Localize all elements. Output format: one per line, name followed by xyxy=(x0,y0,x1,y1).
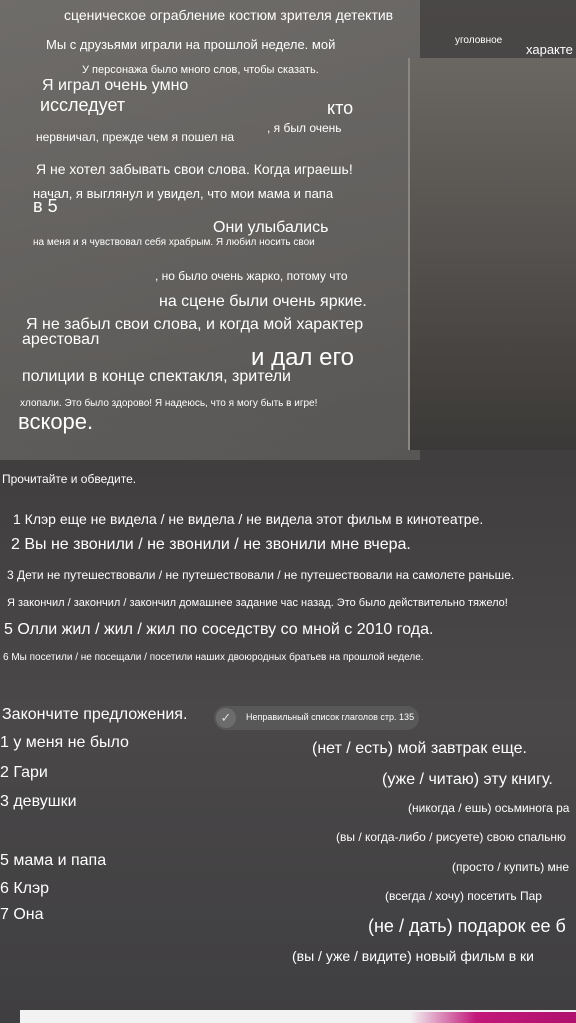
story-word: характе xyxy=(526,42,573,57)
sentence-start: 3 девушки xyxy=(0,793,77,810)
story-line: Я не забыл свои слова, и когда мой характер xyxy=(26,316,364,333)
sentence-end: (уже / читаю) эту книгу. xyxy=(382,771,553,788)
sentence-end: (вы / уже / видите) новый фильм в ки xyxy=(292,948,534,964)
story-line: на сцене были очень яркие. xyxy=(159,293,367,310)
illustration-background xyxy=(408,58,576,450)
sentence-start: 1 у меня не было xyxy=(0,734,129,751)
story-line: Я не хотел забывать свои слова. Когда играешь! xyxy=(36,161,353,177)
story-word: уголовное xyxy=(455,35,503,46)
exercise-item: 2 Вы не звонили / не звонили / не звонили мне вчера. xyxy=(11,536,411,553)
sentence-end: (просто / купить) мне xyxy=(452,860,570,874)
story-word: кто xyxy=(327,98,354,118)
story-line: хлопали. Это было здорово! Я надеюсь, что я могу быть в игре! xyxy=(20,398,318,409)
exercise-item: Я закончил / закончил / закончил домашнее задание час назад. Это было действительно тяжело! xyxy=(7,597,508,609)
sentence-start: 6 Клэр xyxy=(0,880,50,897)
sentence-end: (никогда / ешь) осьминога ра xyxy=(408,801,570,815)
exercise-heading: Закончите предложения. xyxy=(2,706,188,723)
exercise-item: 3 Дети не путешествовали / не путешествовали / не путешествовали на самолете раньше. xyxy=(7,568,515,582)
story-line: на меня и я чувствовал себя храбрым. Я любил носить свои xyxy=(33,237,315,248)
story-line: Я играл очень умно xyxy=(42,77,189,94)
sentence-start: 5 мама и папа xyxy=(0,852,107,869)
story-word: вскоре. xyxy=(18,409,94,434)
story-line: Мы с друзьями играли на прошлой неделе. мой xyxy=(46,37,336,52)
sentence-end: (всегда / хочу) посетить Пар xyxy=(385,889,542,903)
story-line: Они улыбались xyxy=(213,219,329,236)
sentence-start: 7 Она xyxy=(0,906,44,923)
sentence-start: 2 Гари xyxy=(0,764,48,781)
sentence-end: (нет / есть) мой завтрак еще. xyxy=(312,740,527,757)
exercise-item: 6 Мы посетили / не посещали / посетили наших двоюродных братьев на прошлой неделе. xyxy=(3,652,424,663)
story-word: и дал его xyxy=(251,344,355,371)
story-word: арестовал xyxy=(22,331,100,348)
exercise-item: 5 Олли жил / жил / жил по соседству со мной с 2010 года. xyxy=(4,621,434,638)
exercise-heading: Прочитайте и обведите. xyxy=(2,472,137,486)
story-line: нервничал, прежде чем я пошел на xyxy=(36,130,235,144)
verb-list-badge-label: Неправильный список глаголов стр. 135 xyxy=(246,712,415,722)
story-line: полиции в конце спектакля, зрители xyxy=(22,368,291,385)
check-icon: ✓ xyxy=(216,708,236,728)
story-word: исследует xyxy=(40,95,126,115)
story-line: У персонажа было много слов, чтобы сказать. xyxy=(82,64,319,76)
story-word: в 5 xyxy=(33,196,58,216)
sentence-end: (не / дать) подарок ее б xyxy=(368,916,566,936)
sentence-end: (вы / когда-либо / рисуете) свою спальню xyxy=(336,830,567,844)
exercise-item: 1 Клэр еще не видела / не видела / не видела этот фильм в кинотеатре. xyxy=(13,511,484,527)
story-line: начал, я выглянул и увидел, что мои мама и папа xyxy=(33,186,334,201)
story-line: , но было очень жарко, потому что xyxy=(155,269,348,283)
story-line: , я был очень xyxy=(267,121,342,135)
story-line: сценическое ограбление костюм зрителя детектив xyxy=(64,7,394,23)
bottom-bar-accent xyxy=(410,1012,576,1023)
